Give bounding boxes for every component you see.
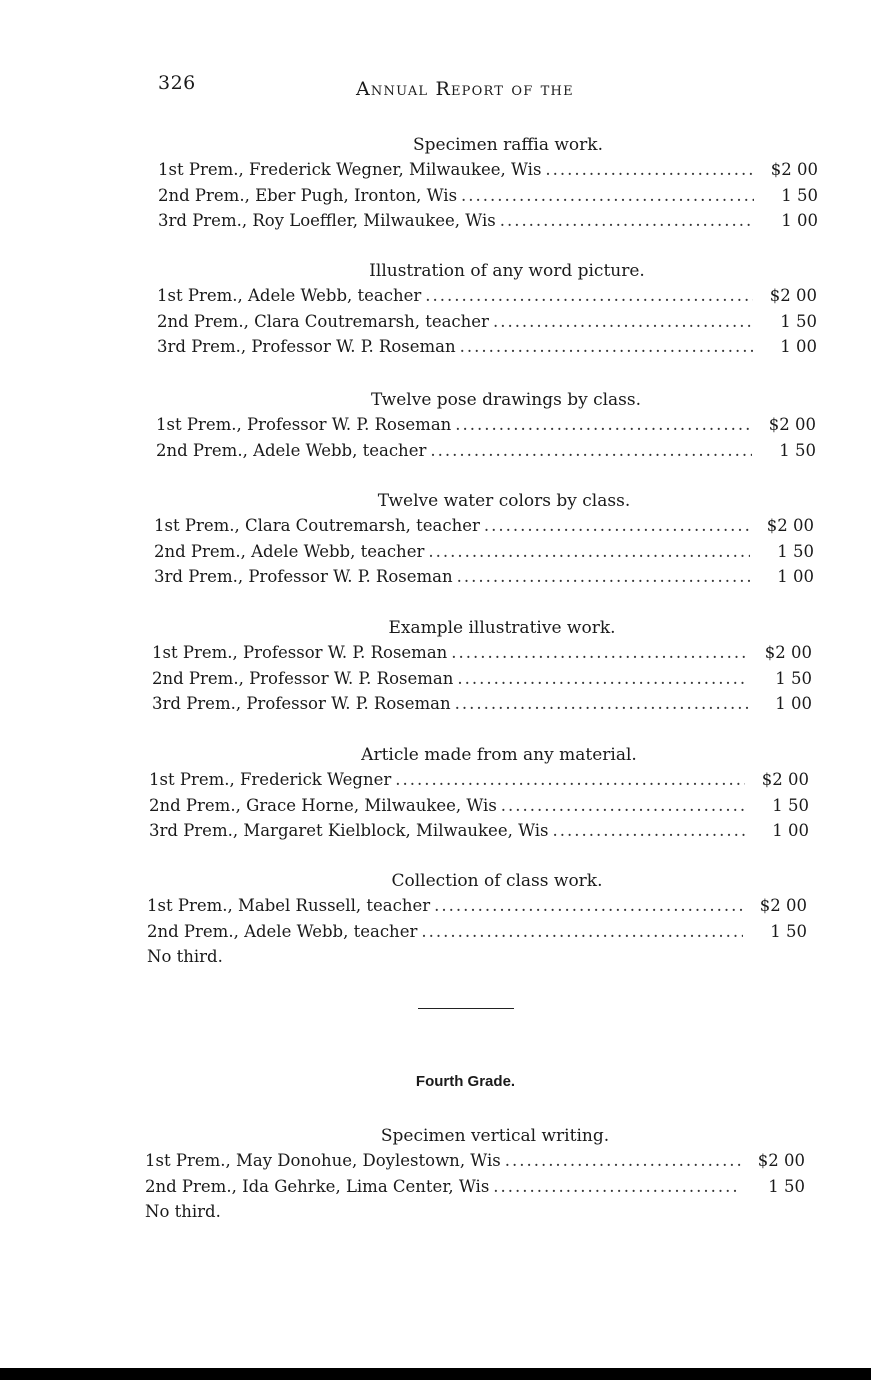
section-note: No third.: [147, 947, 223, 966]
award-entry: [149, 767, 809, 793]
award-amount: $2 00: [764, 643, 812, 662]
dot-leader: [553, 818, 746, 844]
section-title: Article made from any material.: [361, 745, 637, 765]
award-amount: $2 00: [766, 516, 814, 535]
dot-leader: [457, 564, 750, 590]
award-amount: 1 50: [772, 795, 809, 815]
dot-leader: [505, 1148, 741, 1174]
dot-leader: [455, 412, 752, 438]
award-recipient: 3rd Prem., Professor W. P. Roseman: [154, 567, 453, 586]
section-title: Example illustrative work.: [388, 618, 616, 638]
dot-leader: [493, 1174, 741, 1200]
dot-leader: [501, 793, 745, 819]
award-amount: 1 00: [775, 694, 812, 713]
award-recipient: 3rd Prem., Professor W. P. Roseman: [157, 337, 456, 356]
section-title: Illustration of any word picture.: [369, 261, 645, 281]
dot-leader: [428, 539, 750, 565]
award-recipient: 1st Prem., Mabel Russell, teacher: [147, 896, 431, 915]
dot-leader: [457, 666, 748, 692]
award-entry: [158, 208, 818, 234]
award-recipient: 2nd Prem., Professor W. P. Roseman: [152, 668, 454, 688]
award-entry: [152, 640, 812, 666]
grade-heading: Fourth Grade.: [415, 1073, 516, 1090]
award-recipient: 3rd Prem., Margaret Kielblock, Milwaukee, Wis: [149, 821, 549, 840]
dot-leader: [460, 334, 753, 360]
award-amount: 1 00: [772, 821, 809, 840]
section-title: Specimen raffia work.: [412, 135, 603, 155]
award-entry: [157, 309, 817, 335]
award-entry: [158, 157, 818, 183]
dot-leader: [493, 309, 753, 335]
award-recipient: 2nd Prem., Ida Gehrke, Lima Center, Wis: [145, 1176, 490, 1196]
award-section: [145, 1124, 805, 1225]
award-recipient: 1st Prem., Frederick Wegner: [149, 770, 392, 789]
award-entry: [147, 919, 807, 945]
award-recipient: 3rd Prem., Roy Loeffler, Milwaukee, Wis: [158, 211, 496, 230]
section-note: No third.: [145, 1202, 221, 1221]
award-entry: [157, 334, 817, 360]
section-title: Specimen vertical writing.: [380, 1126, 610, 1146]
award-entry: [147, 893, 807, 919]
award-entry: [152, 666, 812, 692]
award-recipient: 2nd Prem., Adele Webb, teacher: [154, 541, 425, 561]
dot-leader: [484, 513, 750, 539]
award-amount: 1 50: [780, 311, 817, 331]
section-title: Twelve water colors by class.: [377, 491, 631, 511]
dot-leader: [395, 767, 745, 793]
award-amount: 1 50: [777, 541, 814, 561]
award-amount: 1 00: [777, 567, 814, 586]
award-amount: 1 50: [779, 440, 816, 460]
award-section: [147, 869, 807, 970]
award-entry: [154, 564, 814, 590]
dot-leader: [461, 183, 754, 209]
award-entry: [158, 183, 818, 209]
award-recipient: 1st Prem., Professor W. P. Roseman: [156, 415, 452, 434]
dot-leader: [545, 157, 754, 183]
dot-leader: [451, 640, 748, 666]
award-entry: [154, 539, 814, 565]
award-section: [154, 489, 814, 590]
award-amount: 1 50: [768, 1176, 805, 1196]
award-amount: 1 00: [781, 211, 818, 230]
award-amount: $2 00: [757, 1151, 805, 1170]
dot-leader: [425, 283, 753, 309]
award-amount: $2 00: [768, 415, 816, 434]
award-recipient: 2nd Prem., Clara Coutremarsh, teacher: [157, 311, 489, 331]
award-entry: [149, 818, 809, 844]
dot-leader: [500, 208, 754, 234]
page-number: 326: [158, 72, 196, 94]
scan-edge: [0, 1368, 871, 1380]
award-section: [152, 616, 812, 717]
award-entry: [154, 513, 814, 539]
running-head: Annual Report of the: [356, 78, 574, 100]
award-amount: $2 00: [761, 770, 809, 789]
dot-leader: [430, 438, 752, 464]
award-recipient: 2nd Prem., Grace Horne, Milwaukee, Wis: [149, 795, 497, 815]
award-recipient: 2nd Prem., Adele Webb, teacher: [156, 440, 427, 460]
award-section: [156, 388, 816, 463]
dot-leader: [455, 691, 748, 717]
award-recipient: 2nd Prem., Eber Pugh, Ironton, Wis: [158, 185, 458, 205]
dot-leader: [434, 893, 743, 919]
award-amount: 1 50: [775, 668, 812, 688]
award-section: [158, 133, 818, 234]
award-entry: [156, 412, 816, 438]
award-entry: [152, 691, 812, 717]
award-entry: [145, 1174, 805, 1200]
dot-leader: [421, 919, 743, 945]
award-amount: 1 00: [780, 337, 817, 356]
award-entry: [149, 793, 809, 819]
award-recipient: 2nd Prem., Adele Webb, teacher: [147, 921, 418, 941]
award-recipient: 1st Prem., May Donohue, Doylestown, Wis: [145, 1151, 501, 1170]
award-recipient: 1st Prem., Frederick Wegner, Milwaukee, Wis: [158, 160, 542, 179]
section-divider: [418, 1008, 514, 1009]
award-entry: [156, 438, 816, 464]
award-amount: 1 50: [770, 921, 807, 941]
award-amount: $2 00: [769, 286, 817, 305]
award-section: [149, 743, 809, 844]
section-title: Collection of class work.: [391, 871, 603, 891]
award-recipient: 1st Prem., Adele Webb, teacher: [157, 286, 422, 305]
award-amount: $2 00: [770, 160, 818, 179]
award-amount: $2 00: [759, 896, 807, 915]
award-recipient: 1st Prem., Professor W. P. Roseman: [152, 643, 448, 662]
award-entry: [145, 1148, 805, 1174]
section-title: Twelve pose drawings by class.: [370, 390, 642, 410]
award-recipient: 1st Prem., Clara Coutremarsh, teacher: [154, 516, 480, 535]
award-entry: [157, 283, 817, 309]
award-amount: 1 50: [781, 185, 818, 205]
award-section: [157, 259, 817, 360]
award-recipient: 3rd Prem., Professor W. P. Roseman: [152, 694, 451, 713]
